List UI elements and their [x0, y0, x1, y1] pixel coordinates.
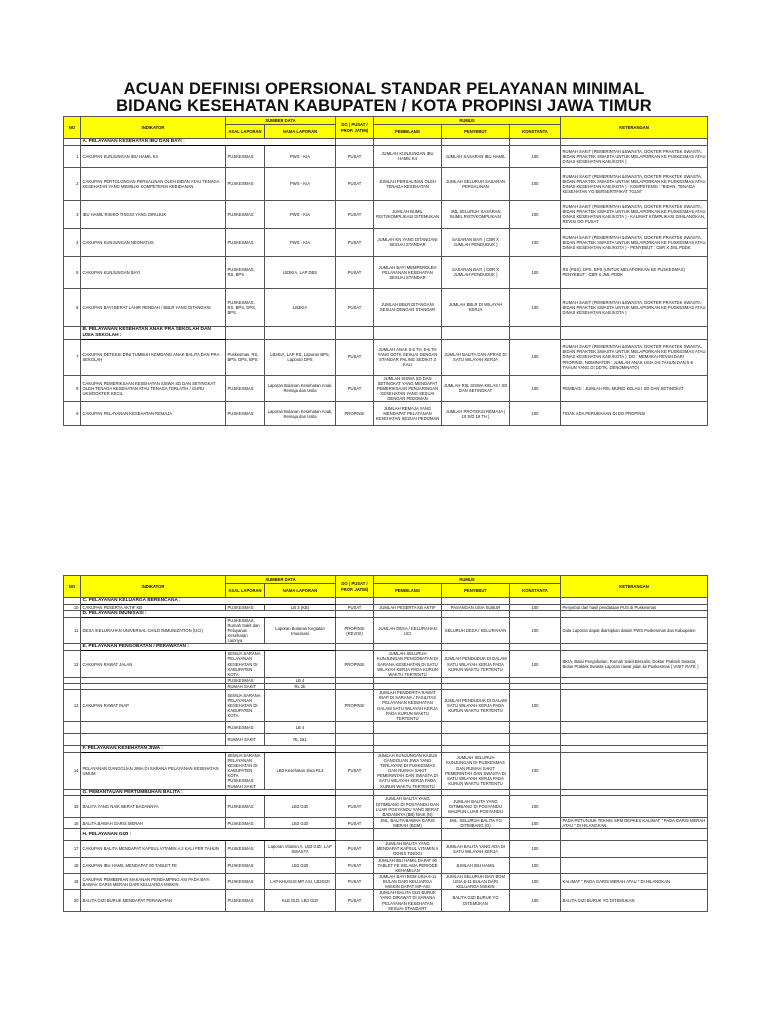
row-pembilang: JUMLAH BAYI BGM USIA 6-11 BULAN DARI KELUARGA MISKIN DAPAT MP-ASI — [374, 873, 442, 889]
row-nama: PWS - KIA — [265, 200, 336, 228]
row-pembilang: JUMLAH BBLR DITANGANI SESUAI DENGAN STANDAR — [374, 288, 442, 326]
row-nama: LB3KIA, LAP DBS — [265, 256, 336, 288]
header-keterangan: KETERANGAN — [561, 117, 708, 139]
row-do: PUSAT — [336, 817, 374, 828]
row-no: 1 — [64, 145, 81, 167]
row-indikator: DESA /KELURAHAN UNIVERSAL CHILD IMMUNIZATION (UCI) — [81, 617, 226, 644]
header-no: NO — [64, 576, 81, 598]
header-rumus: RUMUS — [374, 117, 561, 125]
row-no: 8 — [64, 375, 81, 402]
row-pembilang: JUMLAH BALITA GIZI BURUK YANG DIRAWAT DI SARANA PELAYANAN KESEHATAN SESUAI STANDART — [374, 890, 442, 912]
row-konstanta: 100 — [510, 167, 561, 200]
row-keterangan — [561, 796, 708, 818]
header-asal-laporan: ASAL LAPORAN — [226, 584, 265, 598]
row-do: PROPINSI (REVISI) — [336, 617, 374, 644]
row-penyebut: JUMLAH BALITA DAN APRAS DI SATU WILAYAH KERJA — [442, 339, 510, 375]
row-do: PUSAT — [336, 841, 374, 857]
row-indikator: PELAYANAN GANGGUAN JIWA DI SARANA PELAYANAN KESEHATAN UMUM — [81, 752, 226, 789]
row-konstanta: 100 — [510, 617, 561, 644]
row-nama: LB3 Kesehatan Jiwa RL3 — [265, 752, 336, 789]
row-nama: PWS - KIA — [265, 228, 336, 256]
row-asal: PUSKESMAS — [226, 167, 265, 200]
row-do: PUSAT — [336, 796, 374, 818]
row-indikator: CAKUPAN DETEKSI DINI TUMBUH KEMBANG ANAK BALITA DAN PRA SEKOLAH — [81, 339, 226, 375]
row-indikator: CAKUPAN PEMBERIAN MAKANAN PENDAMPING ASI PADA BAYI BAWAH GARIS MERAH DARI KELUARGA MISKIN — [81, 873, 226, 889]
row-penyebut: SELURUH DESA / KELURAHAN — [442, 617, 510, 644]
row-asal: PUSKESMAS — [226, 873, 265, 889]
row-do: PROPINSI — [336, 651, 374, 678]
header-pembilang: PEMBILANG — [374, 584, 442, 598]
row-pembilang: JUMLAH ANAK 0-6 TH, 5-6 TH YANG DDTK SESUAI DENGAN STANDAR PALING SEDIKIT 2 KALI — [374, 339, 442, 375]
header-konstanta: KONSTANTA — [510, 584, 561, 598]
row-asal: PUSKESMAS — [226, 604, 265, 610]
row-do: PUSAT — [336, 752, 374, 789]
row-asal: PUSKESMAS — [226, 890, 265, 912]
row-do: PROPINSI — [336, 690, 374, 722]
row-penyebut: JUMLAH BALITA YANG DITIMBANG DI POSYANDU MAUPUN LUAR POSYANDU — [442, 796, 510, 818]
row-no: 16 — [64, 817, 81, 828]
header-penyebut: PENYEBUT — [442, 584, 510, 598]
row-do: PUSAT — [336, 200, 374, 228]
row-asal: RUMAH SAKIT — [226, 733, 265, 745]
row-no: 17 — [64, 841, 81, 857]
row-nama: RL 2a1 — [265, 733, 336, 745]
row-indikator: CAKUPAN KUNJUNGAN IBU HAMIL K4 — [81, 145, 226, 167]
row-nama: LB3KIA — [265, 288, 336, 326]
row-konstanta: 100 — [510, 375, 561, 402]
header-rumus: RUMUS — [374, 576, 561, 584]
row-keterangan: RUMAH SAKIT (PEMERINTAH &SWASTA, DOKTER PRAKTEK SWASTA, BIDAN PRAKTEK SWASTA UNTUK MELAPORKAN KE PUSKESMAS ATAU DINAS KESEHATAN KAB./KOTA ) - PENYEBUT : CBR X JML PDDK — [561, 228, 708, 256]
row-konstanta: 100 — [510, 256, 561, 288]
row-indikator: CAKUPAN KUNJUNGAN NEONATUS — [81, 228, 226, 256]
row-indikator: CAKUPAN RAWAT JALAN — [81, 651, 226, 678]
row-do: PUSAT — [336, 890, 374, 912]
row-nama: RL 2b — [265, 684, 336, 690]
row-konstanta: 100 — [510, 145, 561, 167]
row-do: PUSAT — [336, 375, 374, 402]
row-nama: LB3 GIZI — [265, 857, 336, 873]
row-do: PUSAT — [336, 145, 374, 167]
spm-table-page-2 — [63, 575, 708, 912]
row-nama: Laporan Bulanan Kesehatan Anak, Remaja dan Usila — [265, 402, 336, 426]
row-penyebut: JUMLAH RIIL SISWA KELAS I SD DAN SETINGKAT — [442, 375, 510, 402]
row-pembilang: JUMLAH BALITA YANG MENDAPAT KAPSUL VITAMIN A DOSIS TINGGI — [374, 841, 442, 857]
row-nama: LB3KIA, LAP RS, Laporan BPS, Laporan DPS — [265, 339, 336, 375]
row-keterangan: KALIMAT " PADA GARIS MERAH ATAU " DI HILANGKAN — [561, 873, 708, 889]
row-nama: PWS - KIA — [265, 167, 336, 200]
row-konstanta: 100 — [510, 200, 561, 228]
row-indikator: IBU HAMIL RISIKO TINGGI YANG DIRUJUK — [81, 200, 226, 228]
row-asal: SEMUA SARANA PELAYANAN KESEHATAN DI KABUPATEN KOTA — [226, 690, 265, 722]
row-no: 19 — [64, 873, 81, 889]
row-keterangan — [561, 857, 708, 873]
row-no: 20 — [64, 890, 81, 912]
row-keterangan: RUMAH SAKIT (PEMERINTAH &SWASTA, DOKTER PRAKTEK SWASTA, BIDAN PRAKTEK SWASTA UNTUK MELAPORKAN KE PUSKESMAS ATAU DINAS KESEHATAN KAB./KOTA ) - KOMPETENSI : "BIDAN, TENAGA KESEHATAN YG BERSERTIFIKAT TGLM" — [561, 167, 708, 200]
row-penyebut: JUMLAH IBU HAMIL — [442, 857, 510, 873]
row-konstanta: 100 — [510, 651, 561, 678]
header-pembilang: PEMBILANG — [374, 125, 442, 139]
row-indikator: CAKUPAN KUNJUNGAN BAYI — [81, 256, 226, 288]
row-penyebut: JUMLAH BALITA YANG ADA DI SATU WILAYAH KERJA — [442, 841, 510, 857]
row-no: 14 — [64, 752, 81, 789]
row-asal: PUSKESMAS — [226, 228, 265, 256]
header-nama-laporan: NAMA LAPORAN — [265, 584, 336, 598]
row-do: PUSAT — [336, 873, 374, 889]
header-penyebut: PENYEBUT — [442, 125, 510, 139]
header-do: DO ( PUSAT / PROP. JATIM) — [336, 576, 374, 598]
row-nama: LAP KHUSUS MP ASI, LB3GIZI — [265, 873, 336, 889]
row-penyebut: BALITA GIZI BURUK YG DITEMUKAN — [442, 890, 510, 912]
row-pembilang: JUMLAH SISWA SD DAN SETINGKAT YANG MENDAPAT PEMERIKSAAN PENJARINGAN KESEHATAN YANG SESUAI DENGAN PEDOMAN — [374, 375, 442, 402]
row-indikator: CAKUPAN PELAYANAN KESEHATAN REMAJA — [81, 402, 226, 426]
row-penyebut: JUMLAH SELURUH BAYI BGM USIA 6-11 BULAN DARI KELUARGA MISKIN — [442, 873, 510, 889]
row-asal: PUSKESMAS — [226, 402, 265, 426]
row-do: PROPINSI — [336, 402, 374, 426]
row-keterangan — [561, 752, 708, 789]
row-pembilang: JUMLAH SELURUH KUNJUNGAN PENGOBATAN DI SARANA KESEHATAN DI SATU WILAYAH KERJA PADA KURUN WAKTU TERTENTU — [374, 651, 442, 678]
row-konstanta: 100 — [510, 857, 561, 873]
row-pembilang: JUMLAH KUNJUNGAN IBU HAMIL K4 — [374, 145, 442, 167]
row-penyebut: JUMLAH PROYEKSI REMAJA ( 10 S/D 19 TH ) — [442, 402, 510, 426]
row-no: 11 — [64, 617, 81, 644]
row-asal: PUSKESMAS, RS, BPS — [226, 256, 265, 288]
row-asal: PUSKESMAS — [226, 375, 265, 402]
row-no: 18 — [64, 857, 81, 873]
row-asal: PUSKESMAS, Rumah Sakit dan Pelayanan Kesehatan Lainnya — [226, 617, 265, 644]
row-do: PUSAT — [336, 167, 374, 200]
header-sumber-data: SUMBER DATA — [226, 117, 336, 125]
row-penyebut: PASANGAN USIA SUBUR — [442, 604, 510, 610]
row-nama: PWS - KIA — [265, 145, 336, 167]
row-no: 4 — [64, 228, 81, 256]
row-asal: PUSKESMAS — [226, 200, 265, 228]
row-keterangan: PEMBAGI : JUMLAH RIIL MURID KELAS I SD DAN SETINGKAT — [561, 375, 708, 402]
row-keterangan: PADA PETUNJUK TEKNIS SPM DEPKES KALIMAT " PADA GARIS MERAH ATAU " DI HILANGKAN — [561, 817, 708, 828]
row-pembilang: JUMLAH PERSALINAN OLEH TENAGA KESEHATAN — [374, 167, 442, 200]
row-no: 3 — [64, 200, 81, 228]
row-penyebut: JUMLAH SELURUH KUNJUNGAN DI PUSKESMAS DAN RUMAH SAKIT PEMERINTAH DAN SWASTA DI SATU WILAYAH KERJA PADA KURUN WAKTU TERTENTU — [442, 752, 510, 789]
row-nama: LB 4 — [265, 677, 336, 683]
row-pembilang: JUMLAH BUMIL RISTI/KOMPLIKASI DITEMUKAN — [374, 200, 442, 228]
row-penyebut: SASARAN BAYI ( CBR X JUMLAH PENDUDUK ) — [442, 228, 510, 256]
row-nama: Laporan Bulanan Kegiatan Imunisasi — [265, 617, 336, 644]
section-label: B. PELAYANAN KESEHATAN ANAK PRA SEKOLAH DAN USIA SEKOLAH : — [81, 326, 226, 339]
row-konstanta: 100 — [510, 228, 561, 256]
row-asal: PUSKESMAS, RS, BPS, DPS, BPS — [226, 288, 265, 326]
row-nama: KLB GIZI, LB3 GIZI — [265, 890, 336, 912]
section-label: A. PELAYANAN KESEHATAN IBU DAN BAYI : — [81, 139, 336, 146]
row-konstanta: 100 — [510, 604, 561, 610]
header-nama-laporan: NAMA LAPORAN — [265, 125, 336, 139]
row-asal: PUSKESMAS — [226, 145, 265, 167]
document-title-line-2: BIDANG KESEHATAN KABUPATEN / KOTA PROPINSI JAWA TIMUR — [116, 97, 652, 115]
row-do: PUSAT — [336, 228, 374, 256]
header-sumber-data: SUMBER DATA — [226, 576, 336, 584]
row-do: PUSAT — [336, 339, 374, 375]
row-no: 10 — [64, 604, 81, 610]
header-indikator: INDIKATOR — [81, 576, 226, 598]
row-asal: SEMUA SARANA PELAYANAN KESEHATAN DI KABUPATEN KOTA — [226, 651, 265, 678]
row-no: 12 — [64, 651, 81, 678]
row-indikator: BALITA YANG NAIK BERAT BADANNYA — [81, 796, 226, 818]
row-indikator: CAKUPAN BAYI BERAT LAHIR RENDAH / BBLR YANG DITANGANI — [81, 288, 226, 326]
row-konstanta: 100 — [510, 817, 561, 828]
row-indikator: CAKUPAN PEMERIKSAAN KESEHATAN SISWA SD DAN SETINGKAT OLEH TENAGA KESEHATAN ATAU TENAGA TERLATIH / GURU UKS/DOKTER KECIL — [81, 375, 226, 402]
row-nama: LB 3 (KB) — [265, 604, 336, 610]
row-keterangan: Penyebut dari hasil pendataan PUS di Puskesmas — [561, 604, 708, 610]
row-indikator: CAKUPAN IBU HAMIL MENDAPAT 90 TABLET FE — [81, 857, 226, 873]
row-penyebut: SASARAN BAYI ( CBR X JUMLAH PENDUDUK ) — [442, 256, 510, 288]
header-indikator: INDIKATOR — [81, 117, 226, 139]
row-nama — [265, 651, 336, 678]
section-label: G. PEMANTAUAN PERTUMBUHAN BALITA : — [81, 789, 336, 796]
row-nama: Laporan Bulanan Kesehatan Anak, Remaja dan Usila — [265, 375, 336, 402]
row-nama: Laporan Vitamin A, LB3 GIZI, LAP SWASTA — [265, 841, 336, 857]
row-konstanta: 100 — [510, 339, 561, 375]
row-indikator: CAKUPAN BALITA MENDAPAT KAPSUL VITAMIN A 2 KALI PER TAHUN — [81, 841, 226, 857]
row-pembilang: JUMLAH IBU HAMIL DAPAT 90 TABLET FE SELAMA PERIODE KEHAMILAN — [374, 857, 442, 873]
row-pembilang: JUMLAH KN YANG DITANGANI SESUAI STANDAR — [374, 228, 442, 256]
row-indikator: BALITA GIZI BURUK MENDAPAT PERAWATAN — [81, 890, 226, 912]
row-no: 7 — [64, 339, 81, 375]
row-do: PUSAT — [336, 857, 374, 873]
row-penyebut: JUMLAH SASARAN IBU HAMIL — [442, 145, 510, 167]
row-keterangan — [561, 841, 708, 857]
row-keterangan: RUMAH SAKIT (PEMERINTAH &SWASTA, DOKTER PRAKTEK SWASTA, BIDAN PRAKTEK SWASTA UNTUK MELAPORKAN KE PUSKESMAS ATAU DINAS KESEHATAN KAB./KOTA ) — [561, 288, 708, 326]
row-no: 13 — [64, 690, 81, 722]
row-konstanta: 100 — [510, 873, 561, 889]
row-penyebut: JUMLAH SELURUH SASARAN PERSALINAN — [442, 167, 510, 200]
row-penyebut: JUMLAH BBLR DI WILAYAH KERJA — [442, 288, 510, 326]
row-indikator: BALITA BAWAH GARIS MERAH — [81, 817, 226, 828]
row-asal: PUSKESMAS — [226, 796, 265, 818]
row-pembilang: JUMLAH KUNJUNGAN KASUS GANGGUAN JIWA YANG TERLAYANI DI PUSKESMAS DAN RUMAH SAKIT PEMERINTAH DAN SWASTA DI SATU WILAYAH KERJA PADA KURUN WAKTU TERTENTU — [374, 752, 442, 789]
row-konstanta: 100 — [510, 690, 561, 722]
row-pembilang: JUMLAH REMAJA YANG MENDAPAT PELAYANAN KESEHATAN SESUAI PEDOMAN — [374, 402, 442, 426]
row-konstanta: 100 — [510, 841, 561, 857]
row-keterangan — [561, 690, 708, 722]
row-no: 2 — [64, 167, 81, 200]
row-do: PUSAT — [336, 604, 374, 610]
row-keterangan: RUMAH SAKIT (PEMERINTAH &SWASTA, DOKTER PRAKTEK SWASTA, BIDAN PRAKTEK SWASTA UNTUK MELAPORKAN KE PUSKESMAS ATAU DINAS KESEHATAN KAB./KOTA ) — [561, 145, 708, 167]
row-keterangan: RUMAH SAKIT (PEMERINTAH &SWASTA, DOKTER PRAKTEK SWASTA, BIDAN PRAKTEK SWASTA UNTUK MELAPORKAN KE PUSKESMAS ATAU DINAS KESEHATAN KAB./KOTA ) - KALIMAT KOMPLIKASI DIHILANGKAN, REVISI DO PUSAT — [561, 200, 708, 228]
row-no: 6 — [64, 288, 81, 326]
row-asal: RUMAH SAKIT — [226, 684, 265, 690]
row-no: 5 — [64, 256, 81, 288]
row-indikator: CAKUPAN RAWAT INAP — [81, 690, 226, 722]
row-konstanta: 100 — [510, 796, 561, 818]
header-no: NO — [64, 117, 81, 139]
row-konstanta: 100 — [510, 890, 561, 912]
section-label: F. PELAYANAN KESEHATAN JIWA : — [81, 745, 336, 752]
row-asal: PUSKESMAS — [226, 677, 265, 683]
spm-table-page-1 — [63, 116, 708, 426]
row-nama: LB3 GIZI — [265, 817, 336, 828]
row-keterangan: Data Laporan dapat diarsipkan dalam PWS Puskesmas dan Kabupaten — [561, 617, 708, 644]
row-asal: PUSKESMAS — [226, 857, 265, 873]
header-asal-laporan: ASAL LAPORAN — [226, 125, 265, 139]
section-label: H. PELAYANAN GIZI : — [81, 829, 336, 841]
row-pembilang: JUMLAH BAYI MEMPEROLEH PELAYANAN KESEHATAN SESUAI STANDAR — [374, 256, 442, 288]
row-keterangan: BKIA, Balai Pengobatan, Rumah Sakit Bersalin, Dokter Praktek Swasta, Bidan Praktek Swasta Laporan rawat jalan ke Puskesmas ( VISIT RATE ) — [561, 651, 708, 678]
header-keterangan: KETERANGAN — [561, 576, 708, 598]
row-indikator: CAKUPAN PERTOLONGAN PERSALINAN OLEH BIDAN ATAU TENAGA KESEHATAN YANG MEMILIKI KOMPETENSI KEBIDANAN — [81, 167, 226, 200]
row-pembilang: JUMLAH BALITA YANG DITIMBANG DI POSYANDU DAN LUAR POSYANDU YANG BERAT BADANNYA (BB) NAIK (N) — [374, 796, 442, 818]
section-label: D. PELAYANAN IMUNISASI : — [81, 610, 336, 617]
section-label: C. PELAYANAN KELUARGA BERENCANA : — [81, 598, 336, 605]
row-nama: LB3 GIZI — [265, 796, 336, 818]
document-title-line-1: ACUAN DEFINISI OPERSIONAL STANDAR PELAYANAN MINIMAL — [123, 80, 645, 98]
row-penyebut: JUMLAH PENDUDUK DI DALAM SATU WILAYAH KERJA PADA KURUN WAKTU TERTENTU — [442, 690, 510, 722]
row-keterangan: BALITA GIZI BURUK YG DITEMUKAN — [561, 890, 708, 912]
row-asal: Puskesmas, RS, BPS, DPS, BPS — [226, 339, 265, 375]
row-keterangan: TIDAK ADA PERUBAHAN DI DO PROPINSI — [561, 402, 708, 426]
row-konstanta: 100 — [510, 402, 561, 426]
header-do: DO ( PUSAT / PROP. JATIM) — [336, 117, 374, 139]
row-keterangan: RS (P&S), DPS, BPS (UNTUK MELAPORKAN KE PUSKESMAS) PENYEBUT : CBR X JML PDDK — [561, 256, 708, 288]
row-no: 9 — [64, 402, 81, 426]
row-keterangan: RUMAH SAKIT (PEMERINTAH &SWASTA, DOKTER PRAKTEK SWASTA, BIDAN PRAKTEK SWASTA UNTUK MELAPORKAN KE PUSKESMAS ATAU DINAS KESEHATAN KAB./KOTA ), DO : MEMAKAI REVISI DARI PROPINSI, NOMINATOR : JUMLAH ANAK USIA 0-6 TAHUN DAN 5-6 TAHUN YANG DI DDTK, DENOMINATO) — [561, 339, 708, 375]
row-asal: PUSKESMAS — [226, 817, 265, 828]
row-konstanta: 100 — [510, 752, 561, 789]
row-penyebut: JML. SELURUH BALITA YG DITIMBANG (D) — [442, 817, 510, 828]
row-nama: LB 4 — [265, 721, 336, 733]
section-label: E. PELAYANAN PENGOBATAN / PERAWATAN : — [81, 644, 336, 651]
row-asal: SEMUA SARANA PELAYANAN KESEHATAN DI KABUPATEN KOTA PUSKESMAS RUMAH SAKIT — [226, 752, 265, 789]
row-indikator: CAKUPAN PESERTA AKTIF KB — [81, 604, 226, 610]
row-no: 15 — [64, 796, 81, 818]
row-do: PUSAT — [336, 256, 374, 288]
row-nama — [265, 690, 336, 722]
row-asal: PUSKESMAS — [226, 841, 265, 857]
row-penyebut: JML SELURUH SASARAN BUMIL RISTI/KOMPLIKASI — [442, 200, 510, 228]
row-penyebut: JUMLAH PENDUDUK DI DALAM SATU WILAYAH KERJA PADA KURUN WAKTU TERTENTU — [442, 651, 510, 678]
row-pembilang: JUMLAH PESERTA KB AKTIF — [374, 604, 442, 610]
row-pembilang: JUMLAH PENDERITA RAWAT INAP DI SARANA / FASILITAS PELAYANAN KESEHATAN DALAM SATU WILAYAH KERJA PADA KURUN WAKTU TERTENTU — [374, 690, 442, 722]
row-do: PUSAT — [336, 288, 374, 326]
row-pembilang: JUMLAH DESA / KELURAHAN UCI — [374, 617, 442, 644]
header-konstanta: KONSTANTA — [510, 125, 561, 139]
row-pembilang: JML. BALITA BAWAH GARIS MERAH (BGM) — [374, 817, 442, 828]
row-asal: PUSKESMAS — [226, 721, 265, 733]
row-konstanta: 100 — [510, 288, 561, 326]
